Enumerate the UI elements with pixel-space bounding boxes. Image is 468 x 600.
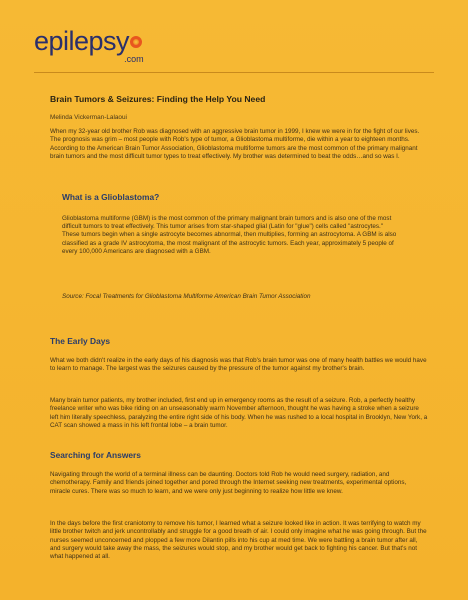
section-heading-searching: Searching for Answers	[50, 450, 141, 460]
logo-wordmark: epilepsy	[34, 26, 130, 56]
header-divider	[34, 72, 434, 73]
logo-domain: .com	[124, 54, 144, 64]
glioblastoma-sidebar	[46, 182, 424, 332]
article-author: Melinda Vickerman-Lalaoui	[50, 114, 127, 121]
sidebar-heading: What is a Glioblastoma?	[62, 192, 160, 202]
sidebar-source: Source: Focal Treatments for Glioblastoma Multiforme American Brain Tumor Association	[62, 293, 311, 300]
early-days-paragraph-1: What we both didn't realize in the early days of his diagnosis was that Rob's brain tumor was one of many health battles we would have to learn to manage. The largest was the seizures caused by the pressure of the tumor against my brother's brain.	[50, 357, 427, 373]
searching-paragraph-1: Navigating through the world of a terminal illness can be daunting. Doctors told Rob he would need surgery, radiation, and chemotherapy. Family and friends joined together and pored through the Internet seeking new treatments, experimental options, miracle cures. There was so much to learn, and we were only just beginning to realize how little we knew.	[50, 471, 407, 495]
epilepsy-logo[interactable]	[34, 26, 144, 64]
logo-circle-icon	[130, 36, 142, 48]
section-heading-early-days: The Early Days	[50, 336, 111, 346]
intro-paragraph: When my 32-year old brother Rob was diagnosed with an aggressive brain tumor in 1999, I knew we were in for the fight of our lives. The prognosis was grim – most people with Rob's type of tumor, a Glioblastoma multiforme, die within a year to eighteen months. According to the American Brain Tumor Association, Glioblastoma multiforme tumors are the most common of the primary malignant brain tumors and the most difficult tumor types to treat effectively. My brother was determined to beat the odds…and so was I.	[50, 128, 420, 160]
article-title: Brain Tumors & Seizures: Finding the Help You Need	[50, 94, 266, 104]
searching-paragraph-2: In the days before the first craniotomy to remove his tumor, I learned what a seizure looked like in action. It was terrifying to watch my little brother twitch and jerk uncontrollably and struggle for a good breath of air. I could only imagine what he was going through. But the nurses seemed unconcerned and plopped a few more Dilantin pills into his cup at med time. We were battling a brain tumor after all, and surgery would take away the mass, the seizures would stop, and my brother would get back to fighting his cancer. But that's not what happened at all.	[50, 520, 427, 561]
early-days-paragraph-2: Many brain tumor patients, my brother included, first end up in emergency rooms as the result of a seizure. Rob, a perfectly healthy freelance writer who was bike riding on an unseasonably warm November afternoon, thought he was having a stroke when a seizure left him literally speechless, paralyzing the entire right side of his body. When he was rushed to a local hospital in Brooklyn, New York, a CAT scan showed a mass in his left frontal lobe – a brain tumor.	[50, 397, 428, 429]
sidebar-text: Glioblastoma multiforme (GBM) is the most common of the primary malignant brain tumors and is also one of the most difficult tumors to treat effectively. This tumor arises from star-shaped glial (Latin for "glue") cells called "astrocytes." These tumors begin when a single astrocyte becomes abnormal, then multiplies, forming an astrocytoma. A GBM is also classified as a grade IV astrocytoma, the most malignant of the astrocytic tumors. Each year, approximately 5 people of every 100,000 Americans are diagnosed with a GBM.	[62, 215, 397, 255]
